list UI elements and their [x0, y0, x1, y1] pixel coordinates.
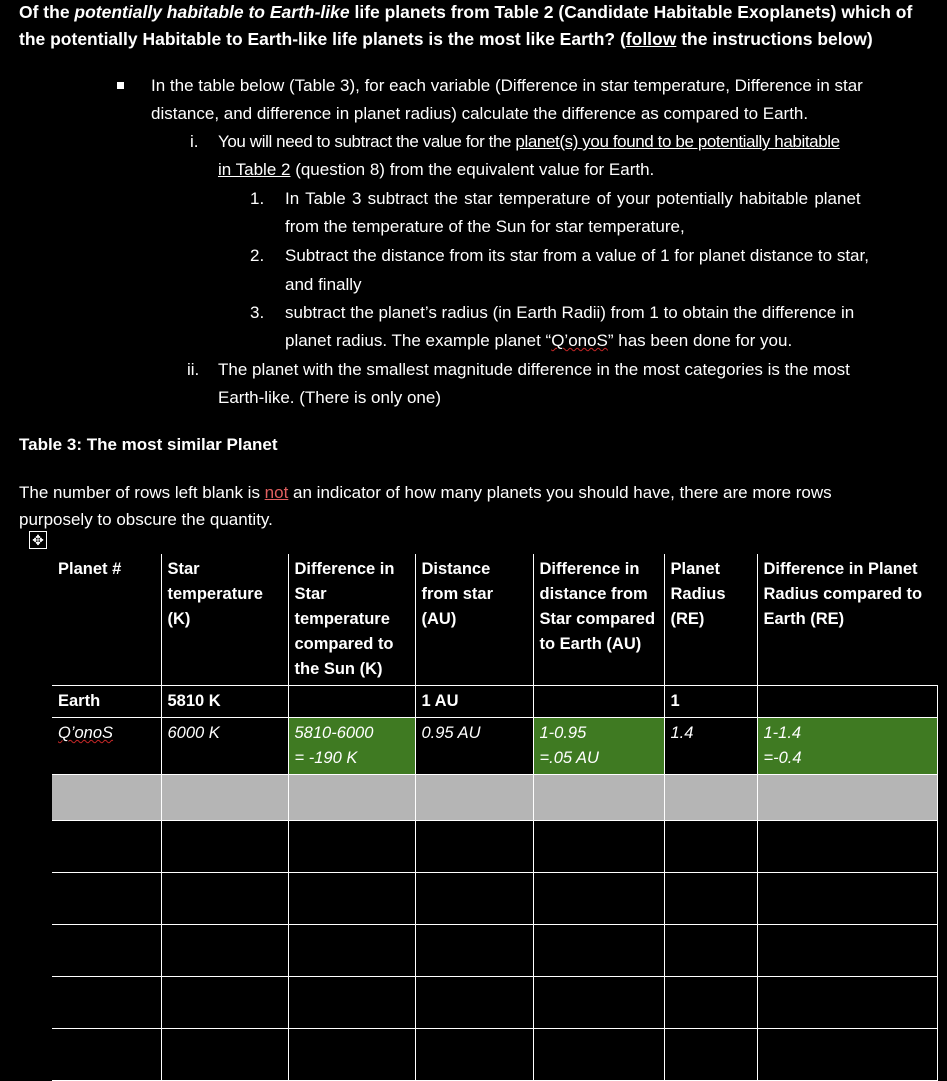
table-cell[interactable] — [52, 925, 161, 977]
table-row — [52, 925, 937, 977]
table-row — [52, 1029, 937, 1081]
table-cell[interactable] — [533, 1029, 664, 1081]
item-i-line-1: You will need to subtract the value for the planet(s) you found to be potentially habitable — [218, 132, 840, 151]
diff-radius-result: =-0.4 — [763, 749, 802, 767]
item-ii-line-1: The planet with the smallest magnitude difference in the most categories is the most — [218, 360, 850, 379]
table-cell[interactable] — [533, 873, 664, 925]
table-cell[interactable] — [415, 775, 533, 821]
table-cell[interactable]: 0.95 AU — [415, 718, 533, 775]
table-row — [52, 775, 937, 821]
table-cell[interactable] — [52, 821, 161, 873]
table-cell[interactable] — [52, 1029, 161, 1081]
step-3-marker: 3. — [250, 303, 265, 322]
table-header-row — [52, 554, 937, 686]
table-3 — [52, 554, 938, 1081]
header-distance: Distance from star (AU) — [415, 554, 533, 686]
table-cell[interactable] — [533, 686, 664, 718]
step-2-line-2: and finally — [285, 275, 362, 294]
table-move-handle-icon[interactable]: ✥ — [29, 531, 47, 549]
table-cell[interactable] — [415, 1029, 533, 1081]
table-cell[interactable] — [288, 775, 415, 821]
step-1-line-2: from the temperature of the Sun for star temperature, — [285, 217, 685, 236]
table-cell[interactable]: 1.4 — [664, 718, 757, 775]
question-line-1: Of the potentially habitable to Earth-like life planets from Table 2 (Candidate Habitable Exoplanets) which of — [19, 2, 913, 22]
table-cell[interactable] — [288, 925, 415, 977]
table-cell[interactable] — [161, 1029, 288, 1081]
table-cell[interactable] — [52, 775, 161, 821]
table-cell[interactable] — [664, 925, 757, 977]
table-cell[interactable] — [288, 718, 415, 775]
table-cell[interactable] — [52, 873, 161, 925]
square-bullet-icon — [117, 82, 124, 89]
table-cell[interactable] — [161, 977, 288, 1029]
table-cell[interactable] — [664, 1029, 757, 1081]
table-cell[interactable] — [757, 686, 937, 718]
table-cell[interactable] — [161, 873, 288, 925]
item-i-marker: i. — [190, 132, 199, 151]
note-line-1: The number of rows left blank is not an indicator of how many planets you should have, there are more rows — [19, 483, 832, 502]
header-diff-radius: Difference in Planet Radius compared to Earth (RE) — [757, 554, 937, 686]
table-cell[interactable] — [533, 775, 664, 821]
table-cell[interactable] — [161, 925, 288, 977]
table-cell[interactable] — [533, 925, 664, 977]
table-cell[interactable] — [533, 821, 664, 873]
table-cell[interactable] — [288, 977, 415, 1029]
table-cell[interactable] — [533, 718, 664, 775]
item-ii-marker: ii. — [187, 360, 200, 379]
bullet-line-1: In the table below (Table 3), for each variable (Difference in star temperature, Difference in star — [151, 76, 863, 95]
table-row-earth — [52, 686, 937, 718]
table-cell[interactable] — [757, 775, 937, 821]
note-line-2: purposely to obscure the quantity. — [19, 510, 273, 529]
diff-temp-formula: 5810-6000 — [294, 724, 374, 742]
table-cell[interactable] — [161, 821, 288, 873]
header-diff-distance: Difference in distance from Star compared to Earth (AU) — [533, 554, 664, 686]
table-cell[interactable] — [288, 686, 415, 718]
table-cell[interactable] — [288, 873, 415, 925]
table-cell[interactable] — [415, 821, 533, 873]
step-1-line-1: In Table 3 subtract the star temperature of your potentially habitable planet — [285, 189, 861, 208]
table-row — [52, 873, 937, 925]
table-cell[interactable] — [664, 873, 757, 925]
table-cell[interactable]: 5810 K — [161, 686, 288, 718]
table-cell[interactable] — [52, 718, 161, 775]
table-cell[interactable] — [757, 925, 937, 977]
table-cell[interactable] — [415, 977, 533, 1029]
header-diff-star-temperature: Difference in Star temperature compared to the Sun (K) — [288, 554, 415, 686]
diff-temp-result: = -190 K — [294, 749, 358, 767]
table-cell[interactable] — [757, 821, 937, 873]
table-cell[interactable] — [664, 977, 757, 1029]
table-cell[interactable] — [415, 925, 533, 977]
step-3-line-2: planet radius. The example planet “Q’onoS” has been done for you. — [285, 331, 793, 350]
question-line-2: the potentially Habitable to Earth-like life planets is the most like Earth? (follow the instructions below) — [19, 29, 873, 49]
table-row — [52, 977, 937, 1029]
table-cell[interactable]: 1 AU — [415, 686, 533, 718]
table-cell[interactable] — [757, 873, 937, 925]
diff-dist-result: =.05 AU — [539, 749, 599, 767]
table-cell[interactable] — [757, 1029, 937, 1081]
diff-dist-formula: 1-0.95 — [539, 724, 587, 742]
table-cell[interactable] — [288, 1029, 415, 1081]
item-i-line-2: in Table 2 (question 8) from the equivalent value for Earth. — [218, 160, 655, 179]
item-ii-line-2: Earth-like. (There is only one) — [218, 388, 441, 407]
planet-name-qonos: Q’onoS — [58, 724, 114, 742]
table-cell[interactable] — [533, 977, 664, 1029]
table-cell[interactable] — [288, 821, 415, 873]
table-cell[interactable] — [161, 775, 288, 821]
table-cell[interactable] — [757, 718, 937, 775]
table-cell[interactable]: Earth — [52, 686, 161, 718]
header-star-temperature: Star temperature (K) — [161, 554, 288, 686]
table-cell[interactable] — [664, 821, 757, 873]
table-cell[interactable] — [415, 873, 533, 925]
diff-radius-formula: 1-1.4 — [763, 724, 802, 742]
step-2-line-1: Subtract the distance from its star from a value of 1 for planet distance to star, — [285, 246, 869, 265]
table-cell[interactable] — [52, 977, 161, 1029]
table-title: Table 3: The most similar Planet — [19, 435, 278, 454]
step-2-marker: 2. — [250, 246, 265, 265]
header-planet-radius: Planet Radius (RE) — [664, 554, 757, 686]
table-cell[interactable]: 6000 K — [161, 718, 288, 775]
table-cell[interactable] — [664, 775, 757, 821]
table-cell[interactable]: 1 — [664, 686, 757, 718]
step-3-line-1: subtract the planet’s radius (in Earth Radii) from 1 to obtain the difference in — [285, 303, 855, 322]
table-row-qonos — [52, 718, 937, 775]
table-cell[interactable] — [757, 977, 937, 1029]
step-1-marker: 1. — [250, 189, 265, 208]
table-row — [52, 821, 937, 873]
header-planet: Planet # — [52, 554, 161, 686]
bullet-line-2: distance, and difference in planet radius) calculate the difference as compared to Earth. — [151, 104, 809, 123]
